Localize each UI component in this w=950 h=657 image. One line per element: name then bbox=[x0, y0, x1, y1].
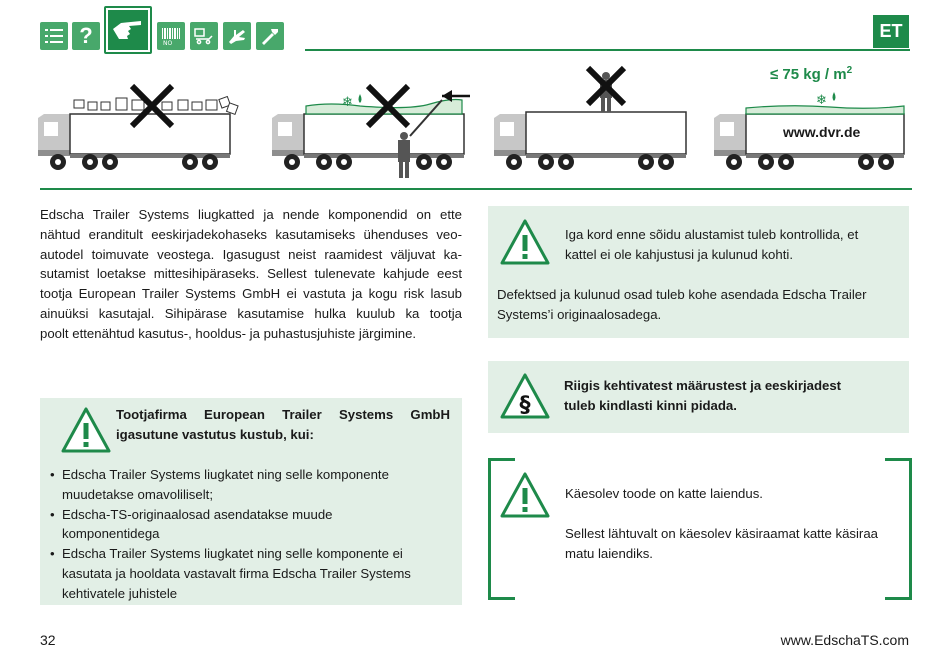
extension-note: Käesolev toode on katte laiendus. bbox=[565, 486, 763, 501]
truck-snow-removal bbox=[272, 86, 470, 178]
svg-text:❄: ❄ bbox=[816, 93, 827, 108]
liability-conditions-list bbox=[50, 465, 455, 604]
inspection-warning-text: Iga kord enne sõidu alustamist tuleb kontrollida, et kattel ei ole kahjustusi ja kulunud kohti. bbox=[565, 227, 859, 262]
truck-overloaded-roof bbox=[38, 86, 238, 170]
extension-manual-note: Sellest lähtuvalt on käesolev käsiraamat katte käsiraa matu laiendiks. bbox=[565, 526, 878, 561]
warning-icon bbox=[60, 406, 112, 454]
svg-text:❄: ❄ bbox=[342, 95, 353, 110]
intro-paragraph: Edscha Trailer Systems liugkatted ja nende komponendid on ette nähtud eranditult eeskirjadekohaseks kasutamiseks ühenduses veo- autodel toimuvate veostega. Igasugust neist raamidest väljuvat ka- sutamist loetakse mittesihipäraseks. Sellest tulenevate kahjude eest tootja European Trailer Systems GmbH ei vastuta ja kogu risk lasub ainuüksi kasutajal. Sihipärase kasutamise hulka kuulub ka tootja poolt ettenähtud kasutus-, hooldus- ja puhastusjuhiste järgimine. bbox=[40, 207, 462, 341]
svg-text:§: § bbox=[519, 393, 531, 418]
tools-icon[interactable] bbox=[256, 22, 284, 50]
list-item: • Edscha-TS-originaalosad asendatakse muude komponentidega bbox=[50, 505, 455, 545]
footer-website-link[interactable]: www.EdschaTS.com bbox=[780, 632, 909, 648]
header-divider bbox=[305, 49, 910, 51]
liability-title: Tootjafirma European Trailer Systems GmbH igasutune vastutus kustub, kui: bbox=[116, 407, 450, 442]
truck-person-on-roof bbox=[494, 68, 686, 170]
delivery-icon[interactable] bbox=[190, 22, 218, 50]
page-number: 32 bbox=[40, 632, 56, 648]
regulations-text: Riigis kehtivatest määrustest ja eeskirjadest tuleb kindlasti kinni pidada. bbox=[564, 378, 842, 413]
defect-replacement-text: Defektsed ja kulunud osad tuleb kohe asendada Edscha Trailer Systems’i originaalosadega. bbox=[497, 287, 867, 322]
law-paragraph-icon bbox=[499, 372, 551, 420]
warning-icon bbox=[499, 218, 551, 266]
language-badge: ET bbox=[873, 15, 909, 48]
section-divider bbox=[40, 188, 912, 190]
trailer-url: www.dvr.de bbox=[783, 124, 861, 140]
help-icon[interactable]: ? bbox=[72, 22, 100, 50]
snow-load-limit: ≤ 75 kg / $m^2$ bbox=[770, 65, 853, 83]
list-item: • Edscha Trailer Systems liugkatet ning selle komponente ei kasutata ja hooldata vastavalt firma Edscha Trailer Systems kehtivatele juhistele bbox=[50, 544, 455, 603]
glove-hand-icon[interactable] bbox=[223, 22, 251, 50]
pointing-hand-icon[interactable] bbox=[104, 6, 152, 54]
list-icon[interactable] bbox=[40, 22, 68, 50]
svg-text:NO: NO bbox=[163, 40, 173, 46]
warning-icon bbox=[499, 471, 551, 519]
list-item: • Edscha Trailer Systems liugkatet ning selle komponente muudetakse omavoliliselt; bbox=[50, 465, 455, 505]
barcode-icon[interactable] bbox=[157, 22, 185, 50]
